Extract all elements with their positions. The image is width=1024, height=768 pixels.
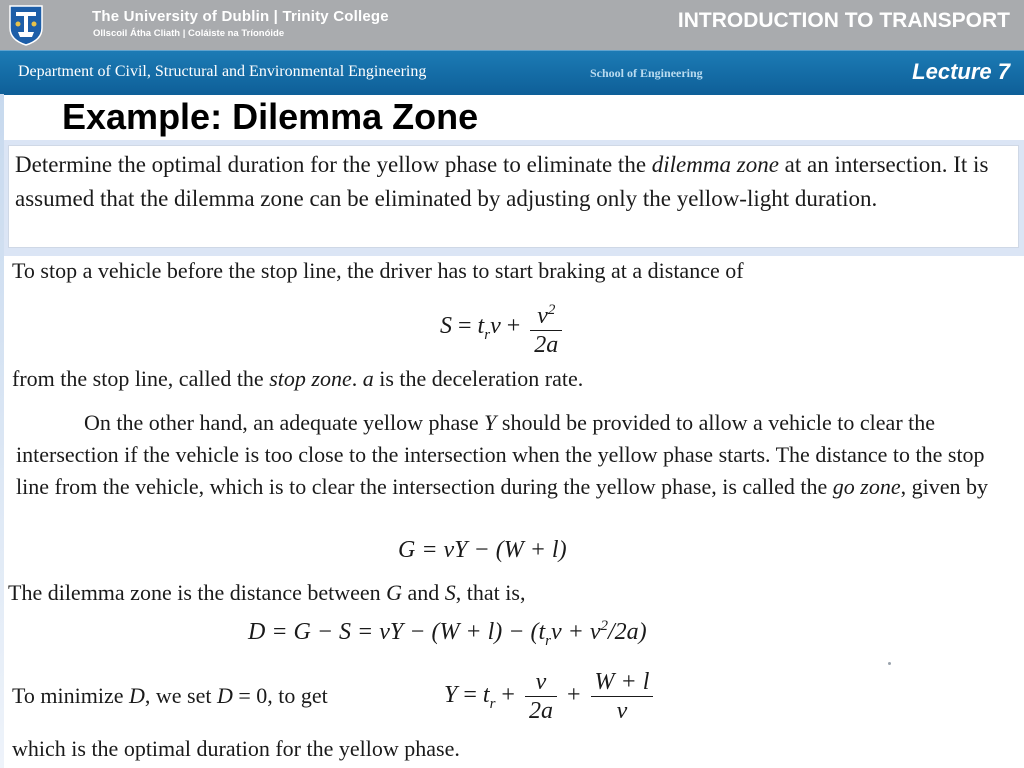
problem-term-dilemma-zone: dilemma zone: [651, 152, 779, 177]
eq-yellow-den-2: v: [616, 698, 628, 724]
problem-statement-box: [8, 145, 1019, 248]
department-bar: [0, 50, 1024, 95]
eq-yellow-num-1: v: [525, 668, 557, 697]
stray-mark: [888, 662, 891, 665]
problem-text-part2: at an intersection. It is assumed that the dilemma zone can be eliminated by adjusting only the yellow-light duration.: [15, 152, 989, 211]
eq-stop-t-sub: r: [484, 326, 491, 343]
minimize-before: To minimize: [12, 683, 129, 708]
dilemma-definition-text: [8, 580, 525, 606]
eq-dilemma-end: /2a): [607, 619, 647, 645]
minimize-D: D: [129, 683, 145, 708]
dilemma-zone-equation: [248, 618, 647, 650]
dilemma-def-G: G: [386, 580, 403, 605]
university-name: The University of Dublin | Trinity College: [92, 8, 389, 25]
eq-stop-num-v: v: [537, 303, 548, 329]
minimize-text: [12, 683, 328, 709]
slide-title: Example: Dilemma Zone: [62, 96, 479, 137]
university-banner: [0, 0, 1024, 50]
stop-distance-equation: [440, 296, 566, 359]
eq-yellow-equals: =: [457, 682, 483, 709]
dilemma-def-before: The dilemma zone is the distance between: [8, 580, 387, 605]
eq-dilemma-mid: v + v: [550, 619, 601, 645]
eq-yellow-fraction-1: [525, 668, 557, 725]
minimize-eq0: = 0, to get: [232, 683, 328, 708]
eq-dilemma-sup: 2: [600, 618, 608, 634]
stop-zone-rest: is the deceleration rate.: [373, 366, 584, 391]
stop-zone-term: stop zone: [269, 366, 352, 391]
problem-panel: [4, 140, 1024, 256]
go-para-end: , given by: [900, 474, 989, 499]
eq-dilemma-sub: r: [545, 632, 551, 649]
eq-stop-denominator: 2a: [534, 332, 559, 358]
conclusion-text: which is the optimal duration for the yellow phase.: [12, 736, 460, 761]
eq-yellow-t: t: [482, 682, 490, 709]
eq-stop-v: v: [490, 313, 501, 340]
eq-yellow-t-sub: r: [489, 695, 496, 712]
eq-yellow-num-2: W + l: [591, 668, 654, 697]
eq-stop-lhs: S: [440, 313, 452, 340]
eq-yellow-fraction-2: [591, 668, 654, 725]
trinity-crest-icon: [8, 4, 44, 46]
eq-stop-t: t: [477, 313, 485, 340]
eq-dilemma-main: D = G − S = vY − (W + l) − (t: [248, 619, 546, 645]
go-zone-equation: G = vY − (W + l): [398, 537, 567, 563]
department-name: Department of Civil, Structural and Environmental Engineering: [18, 63, 427, 80]
stop-zone-after: .: [351, 366, 363, 391]
eq-stop-fraction: [530, 296, 562, 359]
stop-zone-before: from the stop line, called the: [12, 366, 270, 391]
stop-zone-a: a: [362, 366, 374, 391]
go-para-indent: On the other hand, an adequate yellow phase: [84, 410, 485, 435]
minimize-mid: , we set: [144, 683, 217, 708]
university-name-irish: Ollscoil Átha Cliath | Coláiste na Tríonóide: [93, 28, 285, 39]
course-title: INTRODUCTION TO TRANSPORT: [677, 9, 1010, 32]
eq-stop-numerator: [530, 296, 562, 331]
dilemma-def-and: and: [402, 580, 445, 605]
minimize-D0: D: [216, 683, 233, 708]
eq-yellow-lhs: Y: [444, 682, 458, 709]
go-para-Y: Y: [484, 410, 497, 435]
eq-stop-equals: =: [452, 313, 478, 340]
problem-text-part1: Determine the optimal duration for the yellow phase to eliminate the: [15, 152, 652, 177]
yellow-duration-equation: [444, 668, 657, 725]
stop-intro-text: To stop a vehicle before the stop line, the driver has to start braking at a distance of: [12, 258, 744, 283]
eq-yellow-den-1: 2a: [528, 698, 553, 724]
school-name: School of Engineering: [590, 66, 703, 80]
stop-zone-text: [12, 366, 583, 392]
go-zone-paragraph: [16, 407, 1016, 503]
problem-statement: [15, 148, 1015, 216]
dilemma-def-S: S: [444, 580, 456, 605]
lecture-number: Lecture 7: [912, 59, 1010, 84]
eq-yellow-plus-2: +: [560, 682, 587, 709]
go-para-term: go zone: [832, 474, 901, 499]
eq-stop-plus: +: [500, 313, 527, 340]
eq-stop-num-sup: 2: [547, 302, 556, 318]
eq-yellow-plus-1: +: [495, 682, 521, 709]
go-para-mid: should be provided to allow a vehicle to clear the intersection if the vehicle is too close to the intersection when the yellow phase starts. The distance to the stop line from the vehicle, which is to clear the intersection during the yellow phase, is called the: [16, 410, 985, 499]
dilemma-def-after: , that is,: [455, 580, 526, 605]
